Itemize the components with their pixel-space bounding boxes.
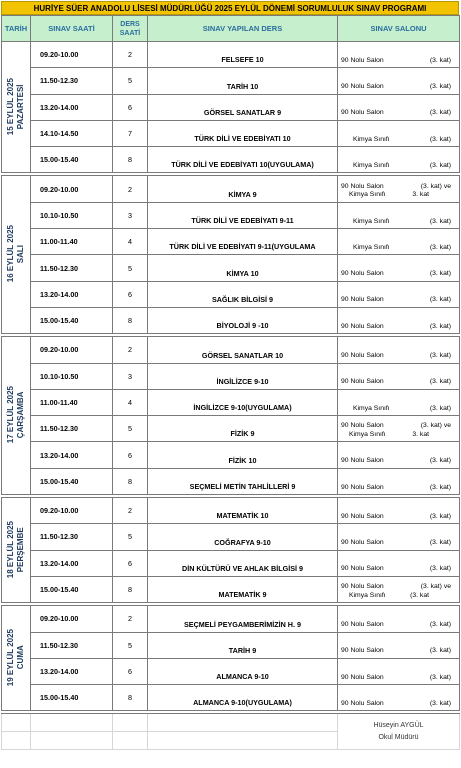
room-name: Kimya Sınıfı bbox=[353, 135, 390, 143]
exam-room bbox=[338, 389, 460, 415]
exam-time: 13.20-14.00 bbox=[31, 550, 113, 576]
exam-room bbox=[338, 685, 460, 711]
exam-room bbox=[338, 307, 460, 333]
lesson-period: 5 bbox=[113, 632, 148, 658]
lesson-period: 2 bbox=[113, 42, 148, 68]
exam-time: 13.20-14.00 bbox=[31, 281, 113, 307]
date-label bbox=[6, 78, 26, 135]
schedule-row bbox=[2, 550, 460, 576]
date-cell bbox=[2, 42, 31, 173]
lesson-period: 3 bbox=[113, 202, 148, 228]
exam-time: 15.00-15.40 bbox=[31, 468, 113, 494]
exam-time: 13.20-14.00 bbox=[31, 94, 113, 120]
exam-subject: GÖRSEL SANATLAR 10 bbox=[148, 337, 338, 363]
exam-room bbox=[338, 524, 460, 550]
schedule-row bbox=[2, 255, 460, 281]
exam-subject: MATEMATİK 9 bbox=[148, 576, 338, 602]
room-line bbox=[341, 162, 459, 171]
lesson-period: 6 bbox=[113, 550, 148, 576]
room-name: 90 Nolu Salon bbox=[341, 583, 384, 591]
room-floor: (3. kat bbox=[410, 591, 429, 599]
lesson-period: 5 bbox=[113, 524, 148, 550]
room-line bbox=[341, 583, 459, 592]
exam-time: 11.50-12.30 bbox=[31, 632, 113, 658]
footer-row bbox=[2, 714, 460, 732]
exam-subject: FELSEFE 10 bbox=[148, 42, 338, 68]
schedule-row bbox=[2, 685, 460, 711]
room-floor: (3. kat) bbox=[429, 621, 451, 629]
lesson-period: 2 bbox=[113, 337, 148, 363]
schedule-row bbox=[2, 202, 460, 228]
exam-subject: FİZİK 9 bbox=[148, 416, 338, 442]
room-line bbox=[341, 191, 459, 200]
date-text: 19 EYLÜL 2025 bbox=[6, 628, 15, 686]
room-floor: (3. kat) bbox=[429, 539, 451, 547]
room-line bbox=[341, 484, 459, 493]
room-name: 90 Nolu Salon bbox=[341, 322, 384, 330]
schedule-row bbox=[2, 606, 460, 632]
room-floor: (3. kat) bbox=[429, 483, 451, 491]
empty-cell bbox=[113, 732, 148, 750]
exam-time: 11.50-12.30 bbox=[31, 255, 113, 281]
day-name: SALI bbox=[16, 244, 25, 263]
empty-cell bbox=[2, 714, 31, 732]
lesson-period: 6 bbox=[113, 658, 148, 684]
schedule-row bbox=[2, 147, 460, 173]
date-cell bbox=[2, 606, 31, 711]
exam-room bbox=[338, 229, 460, 255]
exam-time: 09.20-10.00 bbox=[31, 337, 113, 363]
empty-cell bbox=[148, 732, 338, 750]
exam-time: 13.20-14.00 bbox=[31, 442, 113, 468]
exam-time: 09.20-10.00 bbox=[31, 42, 113, 68]
exam-room bbox=[338, 68, 460, 94]
room-line bbox=[341, 422, 459, 431]
lesson-period: 5 bbox=[113, 416, 148, 442]
exam-subject: SEÇMELİ PEYGAMBERİMİZİN H. 9 bbox=[148, 606, 338, 632]
room-line bbox=[341, 57, 459, 66]
exam-room bbox=[338, 658, 460, 684]
lesson-period: 6 bbox=[113, 94, 148, 120]
schedule-row bbox=[2, 42, 460, 68]
room-floor: (3. kat) bbox=[429, 135, 451, 143]
day-name: ÇARŞAMBA bbox=[16, 391, 25, 438]
schedule-row bbox=[2, 176, 460, 202]
room-floor: (3. kat) bbox=[429, 109, 451, 117]
lesson-period: 2 bbox=[113, 606, 148, 632]
exam-time: 15.00-15.40 bbox=[31, 576, 113, 602]
schedule-row bbox=[2, 337, 460, 363]
room-floor: (3. kat) bbox=[429, 647, 451, 655]
schedule-title: HURİYE SÜER ANADOLU LİSESİ MÜDÜRLÜĞÜ 2025 EYLÜL DÖNEMİ SORUMLULUK SINAV PROGRAMI bbox=[1, 1, 459, 15]
lesson-period: 2 bbox=[113, 176, 148, 202]
room-line bbox=[341, 109, 459, 118]
exam-room bbox=[338, 281, 460, 307]
lesson-period: 8 bbox=[113, 307, 148, 333]
empty-cell bbox=[113, 714, 148, 732]
room-line bbox=[341, 270, 459, 279]
room-name: 90 Nolu Salon bbox=[341, 539, 384, 547]
exam-time: 09.20-10.00 bbox=[31, 606, 113, 632]
lesson-period: 7 bbox=[113, 120, 148, 146]
exam-subject: TÜRK DİLİ VE EDEBİYATI 10(UYGULAMA) bbox=[148, 147, 338, 173]
exam-time: 15.00-15.40 bbox=[31, 685, 113, 711]
room-name: Kimya Sınıfı bbox=[349, 191, 386, 199]
exam-subject: ALMANCA 9-10(UYGULAMA) bbox=[148, 685, 338, 711]
empty-cell bbox=[31, 714, 113, 732]
day-name: PERŞEMBE bbox=[16, 526, 25, 572]
empty-cell bbox=[31, 732, 113, 750]
room-name: 90 Nolu Salon bbox=[341, 352, 384, 360]
date-label bbox=[6, 386, 26, 443]
room-floor: (3. kat) ve bbox=[420, 422, 451, 430]
room-name: 90 Nolu Salon bbox=[341, 512, 384, 520]
date-text: 16 EYLÜL 2025 bbox=[6, 225, 15, 283]
room-name: 90 Nolu Salon bbox=[341, 673, 384, 681]
room-floor: (3. kat) bbox=[429, 404, 451, 412]
exam-subject: SAĞLIK BİLGİSİ 9 bbox=[148, 281, 338, 307]
room-floor: (3. kat) bbox=[429, 457, 451, 465]
room-line bbox=[341, 352, 459, 361]
room-name: 90 Nolu Salon bbox=[341, 56, 384, 64]
date-text: 17 EYLÜL 2025 bbox=[6, 386, 15, 444]
room-line bbox=[341, 183, 459, 192]
schedule-row bbox=[2, 468, 460, 494]
exam-time: 11.50-12.30 bbox=[31, 68, 113, 94]
exam-room bbox=[338, 42, 460, 68]
date-label bbox=[6, 225, 26, 282]
exam-subject: ALMANCA 9-10 bbox=[148, 658, 338, 684]
room-floor: (3. kat) bbox=[429, 512, 451, 520]
header-ders-saati-line2: SAATİ bbox=[119, 29, 141, 37]
exam-time: 11.50-12.30 bbox=[31, 416, 113, 442]
exam-room bbox=[338, 442, 460, 468]
exam-time: 13.20-14.00 bbox=[31, 658, 113, 684]
header-saat: SINAV SAATİ bbox=[31, 16, 113, 42]
exam-room bbox=[338, 632, 460, 658]
header-ders: SINAV YAPILAN DERS bbox=[148, 16, 338, 42]
exam-room bbox=[338, 147, 460, 173]
room-name: 90 Nolu Salon bbox=[341, 109, 384, 117]
exam-room bbox=[338, 120, 460, 146]
exam-room bbox=[338, 550, 460, 576]
exam-subject: KİMYA 10 bbox=[148, 255, 338, 281]
header-ders-saati bbox=[113, 16, 148, 42]
room-line bbox=[341, 700, 459, 709]
room-floor: (3. kat) bbox=[429, 56, 451, 64]
schedule-row bbox=[2, 498, 460, 524]
exam-time: 11.00-11.40 bbox=[31, 389, 113, 415]
room-floor: (3. kat) bbox=[429, 217, 451, 225]
room-name: 90 Nolu Salon bbox=[341, 647, 384, 655]
lesson-period: 2 bbox=[113, 498, 148, 524]
room-name: 90 Nolu Salon bbox=[341, 621, 384, 629]
exam-time: 11.50-12.30 bbox=[31, 524, 113, 550]
room-name: 90 Nolu Salon bbox=[341, 296, 384, 304]
schedule-row bbox=[2, 281, 460, 307]
exam-subject: TÜRK DİLİ VE EDEBİYATI 10 bbox=[148, 120, 338, 146]
schedule-row bbox=[2, 658, 460, 684]
room-floor: (3. kat) bbox=[429, 161, 451, 169]
schedule-row bbox=[2, 229, 460, 255]
exam-subject: TARİH 9 bbox=[148, 632, 338, 658]
room-name: 90 Nolu Salon bbox=[341, 457, 384, 465]
exam-time: 09.20-10.00 bbox=[31, 176, 113, 202]
schedule-row bbox=[2, 442, 460, 468]
header-row bbox=[2, 16, 460, 42]
exam-time: 14.10-14.50 bbox=[31, 120, 113, 146]
date-cell bbox=[2, 176, 31, 334]
schedule-row bbox=[2, 524, 460, 550]
room-floor: (3. kat) bbox=[429, 673, 451, 681]
lesson-period: 3 bbox=[113, 363, 148, 389]
room-line bbox=[341, 296, 459, 305]
room-name: Kimya Sınıfı bbox=[353, 161, 390, 169]
exam-time: 09.20-10.00 bbox=[31, 498, 113, 524]
room-line bbox=[341, 218, 459, 227]
exam-time: 10.10-10.50 bbox=[31, 202, 113, 228]
room-line bbox=[341, 674, 459, 683]
day-name: CUMA bbox=[16, 645, 25, 670]
exam-subject: TÜRK DİLİ VE EDEBİYATI 9-11 bbox=[148, 202, 338, 228]
lesson-period: 5 bbox=[113, 68, 148, 94]
schedule-row bbox=[2, 120, 460, 146]
room-name: Kimya Sınıfı bbox=[353, 404, 390, 412]
room-line bbox=[341, 513, 459, 522]
schedule-row bbox=[2, 307, 460, 333]
exam-room bbox=[338, 416, 460, 442]
lesson-period: 4 bbox=[113, 229, 148, 255]
exam-time: 10.10-10.50 bbox=[31, 363, 113, 389]
room-line bbox=[341, 431, 459, 440]
exam-subject: TÜRK DİLİ VE EDEBİYATI 9-11(UYGULAMA bbox=[148, 229, 338, 255]
signature-role: Okul Müdürü bbox=[378, 733, 419, 741]
room-floor: (3. kat) bbox=[429, 699, 451, 707]
room-floor: (3. kat) ve bbox=[420, 182, 451, 190]
schedule-row bbox=[2, 363, 460, 389]
room-line bbox=[341, 405, 459, 414]
exam-subject: SEÇMELİ METİN TAHLİLLERİ 9 bbox=[148, 468, 338, 494]
exam-subject: TARİH 10 bbox=[148, 68, 338, 94]
room-line bbox=[341, 457, 459, 466]
exam-room bbox=[338, 202, 460, 228]
room-name: 90 Nolu Salon bbox=[341, 565, 384, 573]
room-line bbox=[341, 244, 459, 253]
room-floor: (3. kat) bbox=[429, 352, 451, 360]
room-floor: (3. kat) bbox=[429, 270, 451, 278]
signature-name: Hüseyin AYGÜL bbox=[373, 721, 424, 729]
exam-subject: BİYOLOJİ 9 -10 bbox=[148, 307, 338, 333]
exam-room bbox=[338, 606, 460, 632]
room-floor: (3. kat) bbox=[429, 565, 451, 573]
lesson-period: 5 bbox=[113, 255, 148, 281]
lesson-period: 6 bbox=[113, 281, 148, 307]
exam-room bbox=[338, 363, 460, 389]
room-line bbox=[341, 136, 459, 145]
exam-time: 15.00-15.40 bbox=[31, 307, 113, 333]
date-text: 18 EYLÜL 2025 bbox=[6, 520, 15, 578]
empty-cell bbox=[2, 732, 31, 750]
date-text: 15 EYLÜL 2025 bbox=[6, 77, 15, 135]
room-name: Kimya Sınıfı bbox=[349, 430, 386, 438]
room-line bbox=[341, 621, 459, 630]
exam-room bbox=[338, 255, 460, 281]
room-line bbox=[341, 647, 459, 656]
room-line bbox=[341, 592, 459, 601]
room-name: 90 Nolu Salon bbox=[341, 83, 384, 91]
room-name: 90 Nolu Salon bbox=[341, 182, 384, 190]
lesson-period: 8 bbox=[113, 576, 148, 602]
schedule-table bbox=[1, 15, 460, 750]
exam-subject: KİMYA 9 bbox=[148, 176, 338, 202]
room-floor: (3. kat) bbox=[429, 296, 451, 304]
exam-subject: COĞRAFYA 9-10 bbox=[148, 524, 338, 550]
room-name: 90 Nolu Salon bbox=[341, 483, 384, 491]
empty-cell bbox=[148, 714, 338, 732]
room-floor: (3. kat) bbox=[429, 322, 451, 330]
room-name: Kimya Sınıfı bbox=[353, 217, 390, 225]
signature-block bbox=[338, 714, 460, 750]
room-line bbox=[341, 565, 459, 574]
room-name: Kimya Sınıfı bbox=[349, 591, 386, 599]
exam-time: 11.00-11.40 bbox=[31, 229, 113, 255]
schedule-row bbox=[2, 416, 460, 442]
header-ders-saati-line1: DERS bbox=[120, 20, 140, 28]
room-floor: 3. kat bbox=[412, 430, 429, 438]
room-floor: (3. kat) bbox=[429, 83, 451, 91]
exam-room bbox=[338, 576, 460, 602]
date-cell bbox=[2, 337, 31, 495]
date-cell bbox=[2, 498, 31, 603]
exam-subject: GÖRSEL SANATLAR 9 bbox=[148, 94, 338, 120]
lesson-period: 8 bbox=[113, 685, 148, 711]
lesson-period: 8 bbox=[113, 468, 148, 494]
exam-subject: FİZİK 10 bbox=[148, 442, 338, 468]
date-label bbox=[6, 521, 26, 578]
room-name: 90 Nolu Salon bbox=[341, 422, 384, 430]
room-floor: (3. kat) bbox=[429, 243, 451, 251]
room-floor: (3. kat) bbox=[429, 378, 451, 386]
lesson-period: 6 bbox=[113, 442, 148, 468]
room-name: Kimya Sınıfı bbox=[353, 243, 390, 251]
schedule-row bbox=[2, 94, 460, 120]
room-name: 90 Nolu Salon bbox=[341, 270, 384, 278]
lesson-period: 4 bbox=[113, 389, 148, 415]
room-line bbox=[341, 378, 459, 387]
lesson-period: 8 bbox=[113, 147, 148, 173]
schedule-row bbox=[2, 632, 460, 658]
room-floor: (3. kat) ve bbox=[420, 583, 451, 591]
exam-room bbox=[338, 176, 460, 202]
exam-room bbox=[338, 498, 460, 524]
room-line bbox=[341, 83, 459, 92]
exam-subject: İNGİLİZCE 9-10 bbox=[148, 363, 338, 389]
date-label bbox=[6, 629, 26, 686]
exam-subject: İNGİLİZCE 9-10(UYGULAMA) bbox=[148, 389, 338, 415]
exam-subject: DİN KÜLTÜRÜ VE AHLAK BİLGİSİ 9 bbox=[148, 550, 338, 576]
schedule-row bbox=[2, 576, 460, 602]
exam-subject: MATEMATİK 10 bbox=[148, 498, 338, 524]
exam-room bbox=[338, 94, 460, 120]
room-name: 90 Nolu Salon bbox=[341, 699, 384, 707]
header-tarih: TARİH bbox=[2, 16, 31, 42]
room-name: 90 Nolu Salon bbox=[341, 378, 384, 386]
exam-room bbox=[338, 337, 460, 363]
schedule-row bbox=[2, 68, 460, 94]
exam-room bbox=[338, 468, 460, 494]
day-name: PAZARTESİ bbox=[16, 83, 25, 129]
schedule-row bbox=[2, 389, 460, 415]
exam-time: 15.00-15.40 bbox=[31, 147, 113, 173]
room-floor: 3. kat bbox=[412, 191, 429, 199]
room-line bbox=[341, 323, 459, 332]
header-salon: SINAV SALONU bbox=[338, 16, 460, 42]
room-line bbox=[341, 539, 459, 548]
